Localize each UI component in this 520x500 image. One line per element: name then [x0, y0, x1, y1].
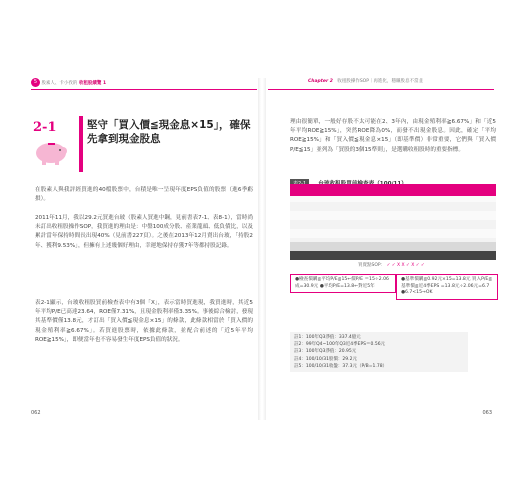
paragraph: 2011年11月，我以29.2元買進台玻（股素人買進中鋼，見前書表7-1、表8-1），當時尚未訂出收租股操作SOP，我買進的理由是：中盤100成分股、產業龍頭、低負債比，以及累計當年保持時間長出現40%（見前書227頁）。之後在2013年12月賣出台玻，「持股2年、獲利9.53%」，但擁有上述幾個好理由，幸運地保持存獲7年等都持股記錄。 — [35, 215, 253, 249]
right-header-rule — [268, 89, 494, 90]
chapter-label: Chapter 2 — [308, 79, 333, 84]
table-legend — [358, 262, 425, 268]
right-header-text: 收租股操作SOP｜再進化，穩賺股息不當韭 — [337, 79, 423, 84]
legend-marks: ✓ ✓ X X ✓ X ✓ ✓ — [386, 263, 425, 268]
left-running-header — [31, 78, 106, 88]
note-box-right: ●基準價購≦0.92元×15=13.8元 買入P/E≦基準價≦近4季EPS =13.8元÷2.06元=6.7 ●6.7<15→OK — [396, 274, 498, 300]
paragraph: 在股素人與我評經買進的40檔股票中，台積是唯一呈現年度EPS負值的股票（進6季虧損）。 — [35, 187, 253, 203]
section-number: 2-1 — [33, 120, 57, 135]
page-number: 063 — [482, 410, 492, 416]
table-row-summary — [290, 251, 496, 260]
table-row-highlight — [290, 242, 496, 251]
chapter-number-icon: 5 — [31, 78, 40, 87]
page-number: 062 — [31, 410, 41, 416]
check-table — [290, 184, 496, 260]
footnote-list — [290, 332, 468, 372]
footnote-item: 註1：100年Q3淨值：337.4億元 — [294, 335, 361, 340]
right-running-header — [308, 78, 423, 88]
right-page — [268, 78, 498, 420]
legend-label: 買賣點SOP： — [358, 263, 386, 268]
left-header-text: 股素人、卡小孜的 — [41, 81, 78, 86]
left-header-title: 收租股績覽 1 — [78, 81, 107, 86]
footnote-item: 註4：100/10/31股價：29.2元 — [294, 356, 357, 362]
book-spine — [258, 78, 266, 420]
footnote-item: 註2：99年Q4~100年Q3近4季EPS＝0.56元 — [294, 342, 386, 348]
section-title: 堅守「買入價≦現金息×15」，確保先拿到現金股息 — [87, 119, 251, 145]
title-accent-bar — [79, 116, 83, 172]
paragraph: 理由很簡單，一般好存股不太可能在2、3年內，由現金殖利率≧6.67%」和「近5年平均ROE≧15%」，突然ROE降為0%，而發不出現金股息。因此，確定「平均ROE≧15%」和「買入價≦現金息×15」（即基準價）非常重要，它們與「買入價P/E≦15」並列為「買股的3個15準則」，是選購收租股時的重要指標。 — [290, 119, 496, 153]
note-box-left: ●檢查價購≦平均P/E≦15←價P/E ＝15÷2.06成=30.9元 ●平均P/E=13.8←對近5年 — [290, 274, 396, 293]
left-header-rule — [31, 89, 257, 90]
footnote-item: 註3：100年Q3淨值：20.95元 — [294, 349, 357, 355]
table-header-row — [290, 184, 496, 196]
left-page — [25, 78, 257, 420]
table-title — [290, 170, 496, 180]
footnote-item: 註5：100/10/31收盤：37.3元（P/B=1.78） — [294, 363, 388, 369]
piggy-bank-icon — [31, 138, 71, 166]
paragraph: 表2-1顯示，台玻收租股買前檢查表中有3個「X」，表示當時買進現，我買進時，其近5年平均P/E已高達23.64，ROE僅7.31%，且現金股利率僅3.35%。事後綜合檢討，發現其基準價僅13.8元，才訂出「買入價≦現金息×15」的條款，此條款相當於「買入價的現金殖利率≧6.67%」。若買進股票時，依據此條款，並配合前述的「近5年平均ROE≧15%」，即便當年也不容易發生年度EPS負值的狀況。 — [35, 300, 253, 343]
